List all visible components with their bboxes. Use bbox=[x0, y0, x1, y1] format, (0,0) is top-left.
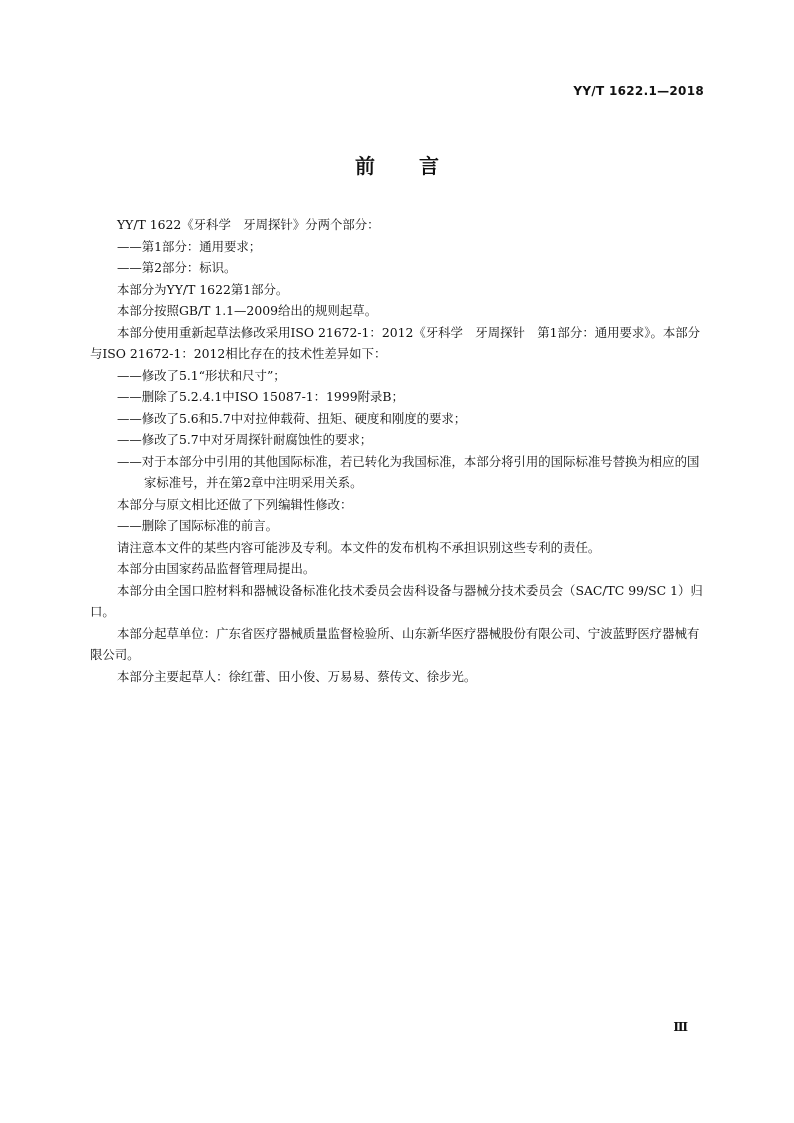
foreword-body bbox=[90, 214, 704, 687]
list-item-part1: ——第1部分：通用要求； bbox=[117, 238, 262, 254]
list-item-part2: ——第2部分：标识。 bbox=[117, 260, 237, 275]
list-item-editorial-foreword: ——删除了国际标准的前言。 bbox=[117, 518, 279, 533]
list-item-diff-shape: ——修改了5.1“形状和尺寸”； bbox=[117, 367, 286, 383]
page-title: 前言 bbox=[355, 154, 483, 178]
list-item-diff-references: ——对于本部分中引用的其他国际标准，若已转化为我国标准，本部分将引用的国际标准号替换为相应的国家标准号，并在第2章中注明采用关系。 bbox=[117, 453, 700, 490]
list-item-diff-annex: ——删除了5.2.4.1中ISO 15087-1：1999附录B； bbox=[117, 389, 404, 404]
standard-code: YY/T 1622.1—2018 bbox=[573, 84, 704, 98]
paragraph-centralized-by: 本部分由全国口腔材料和器械设备标准化技术委员会齿科设备与器械分技术委员会（SAC/TC 99/SC 1）归口。 bbox=[90, 582, 703, 619]
paragraph-drafting-units: 本部分起草单位：广东省医疗器械质量监督检验所、山东新华医疗器械股份有限公司、宁波蓝野医疗器械有限公司。 bbox=[90, 625, 700, 662]
paragraph-proposed-by: 本部分由国家药品监督管理局提出。 bbox=[117, 561, 316, 576]
paragraph-this-part: 本部分为YY/T 1622第1部分。 bbox=[117, 281, 289, 297]
paragraph-drafting-rules: 本部分按照GB/T 1.1—2009给出的规则起草。 bbox=[117, 303, 378, 318]
paragraph-editorial: 本部分与原文相比还做了下列编辑性修改： bbox=[117, 496, 353, 512]
list-item-diff-mechanical: ——修改了5.6和5.7中对拉伸载荷、扭矩、硬度和刚度的要求； bbox=[117, 410, 467, 426]
paragraph-drafters: 本部分主要起草人：徐红蕾、田小俊、万易易、蔡传文、徐步光。 bbox=[117, 668, 477, 684]
list-item-diff-corrosion: ——修改了5.7中对牙周探针耐腐蚀性的要求； bbox=[117, 432, 373, 447]
paragraph-adoption: 本部分使用重新起草法修改采用ISO 21672-1：2012《牙科学 牙周探针 第1部分：通用要求》。本部分与ISO 21672-1：2012相比存在的技术性差异如下： bbox=[90, 324, 701, 361]
paragraph-parts-overview: YY/T 1622《牙科学 牙周探针》分两个部分： bbox=[117, 217, 380, 232]
paragraph-patent-notice: 请注意本文件的某些内容可能涉及专利。本文件的发布机构不承担识别这些专利的责任。 bbox=[117, 539, 601, 555]
page-number: Ⅲ bbox=[673, 1020, 688, 1034]
